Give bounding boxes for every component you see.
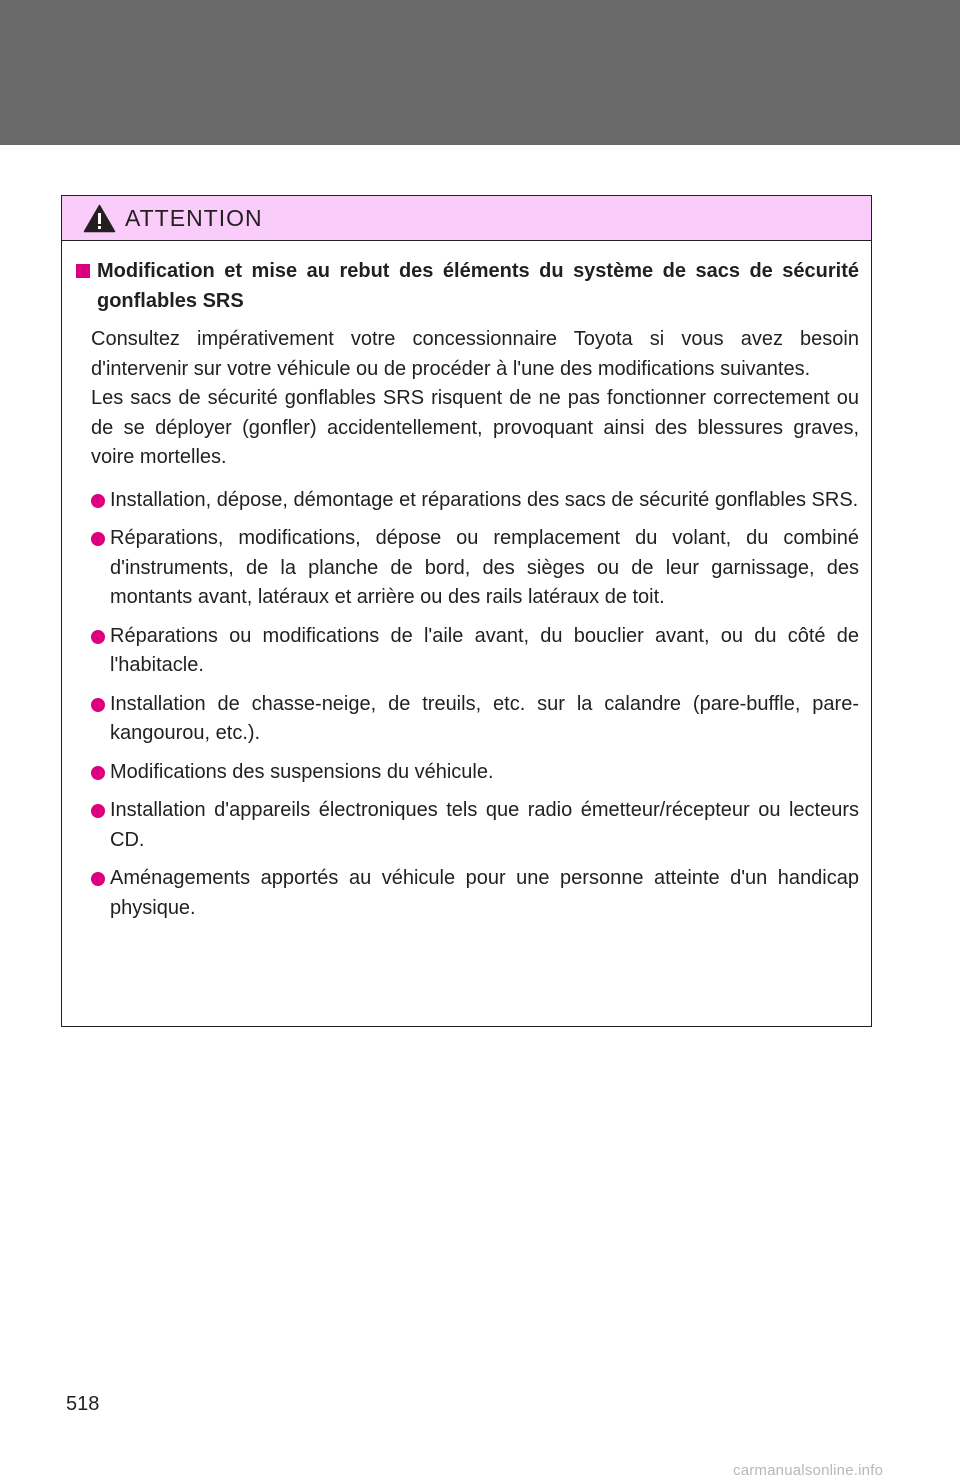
circle-bullet-icon	[91, 804, 105, 818]
list-item-text: Réparations ou modifications de l'aile avant, du bouclier avant, ou du côté de l'habitacle.	[110, 624, 859, 676]
warning-text: Les sacs de sécurité gonflables SRS risquent de ne pas fonctionner correctement ou de se déployer (gonfler) accidentellement, provoquant ainsi des blessures graves, voire mortelles.	[91, 387, 859, 468]
warning-triangle-icon	[83, 204, 116, 233]
circle-bullet-icon	[91, 872, 105, 886]
square-bullet-icon	[76, 264, 90, 278]
caution-header	[62, 196, 871, 241]
caution-body	[62, 241, 871, 923]
circle-bullet-icon	[91, 494, 105, 508]
intro-paragraph	[91, 325, 859, 473]
watermark: carmanualsonline.info	[733, 1462, 884, 1479]
section-title: Modification et mise au rebut des éléments du système de sacs de sécurité gonflables SRS	[97, 260, 859, 312]
list-item-text: Installation de chasse-neige, de treuils, etc. sur la calandre (pare-buffle, pare-kangourou, etc.).	[110, 692, 859, 744]
circle-bullet-icon	[91, 630, 105, 644]
header-band	[0, 0, 960, 145]
circle-bullet-icon	[91, 766, 105, 780]
list-item	[91, 758, 859, 788]
caution-box	[61, 195, 872, 1027]
page-number: 518	[66, 1393, 100, 1415]
list-item-text: Aménagements apportés au véhicule pour une personne atteinte d'un handicap physique.	[110, 867, 859, 919]
modification-list	[91, 486, 859, 924]
list-item-text: Installation d'appareils électroniques tels que radio émetteur/récepteur ou lecteurs CD.	[110, 799, 859, 851]
list-item-text: Réparations, modifications, dépose ou remplacement du volant, du combiné d'instruments, de la planche de bord, des sièges ou de leur garnissage, des montants avant, latéraux et arrière ou des rails latéraux de toit.	[110, 527, 859, 608]
list-item	[91, 796, 859, 855]
list-item	[91, 864, 859, 923]
circle-bullet-icon	[91, 698, 105, 712]
list-item-text: Installation, dépose, démontage et réparations des sacs de sécurité gonflables SRS.	[110, 488, 859, 511]
list-item	[91, 690, 859, 749]
caution-title: ATTENTION	[125, 205, 263, 231]
list-item	[91, 486, 859, 516]
list-item	[91, 622, 859, 681]
list-item	[91, 524, 859, 613]
circle-bullet-icon	[91, 532, 105, 546]
section-heading	[76, 256, 859, 316]
intro-text: Consultez impérativement votre concessionnaire Toyota si vous avez besoin d'intervenir sur votre véhicule ou de procéder à l'une des modifications suivantes.	[91, 328, 859, 380]
list-item-text: Modifications des suspensions du véhicule.	[110, 760, 494, 783]
